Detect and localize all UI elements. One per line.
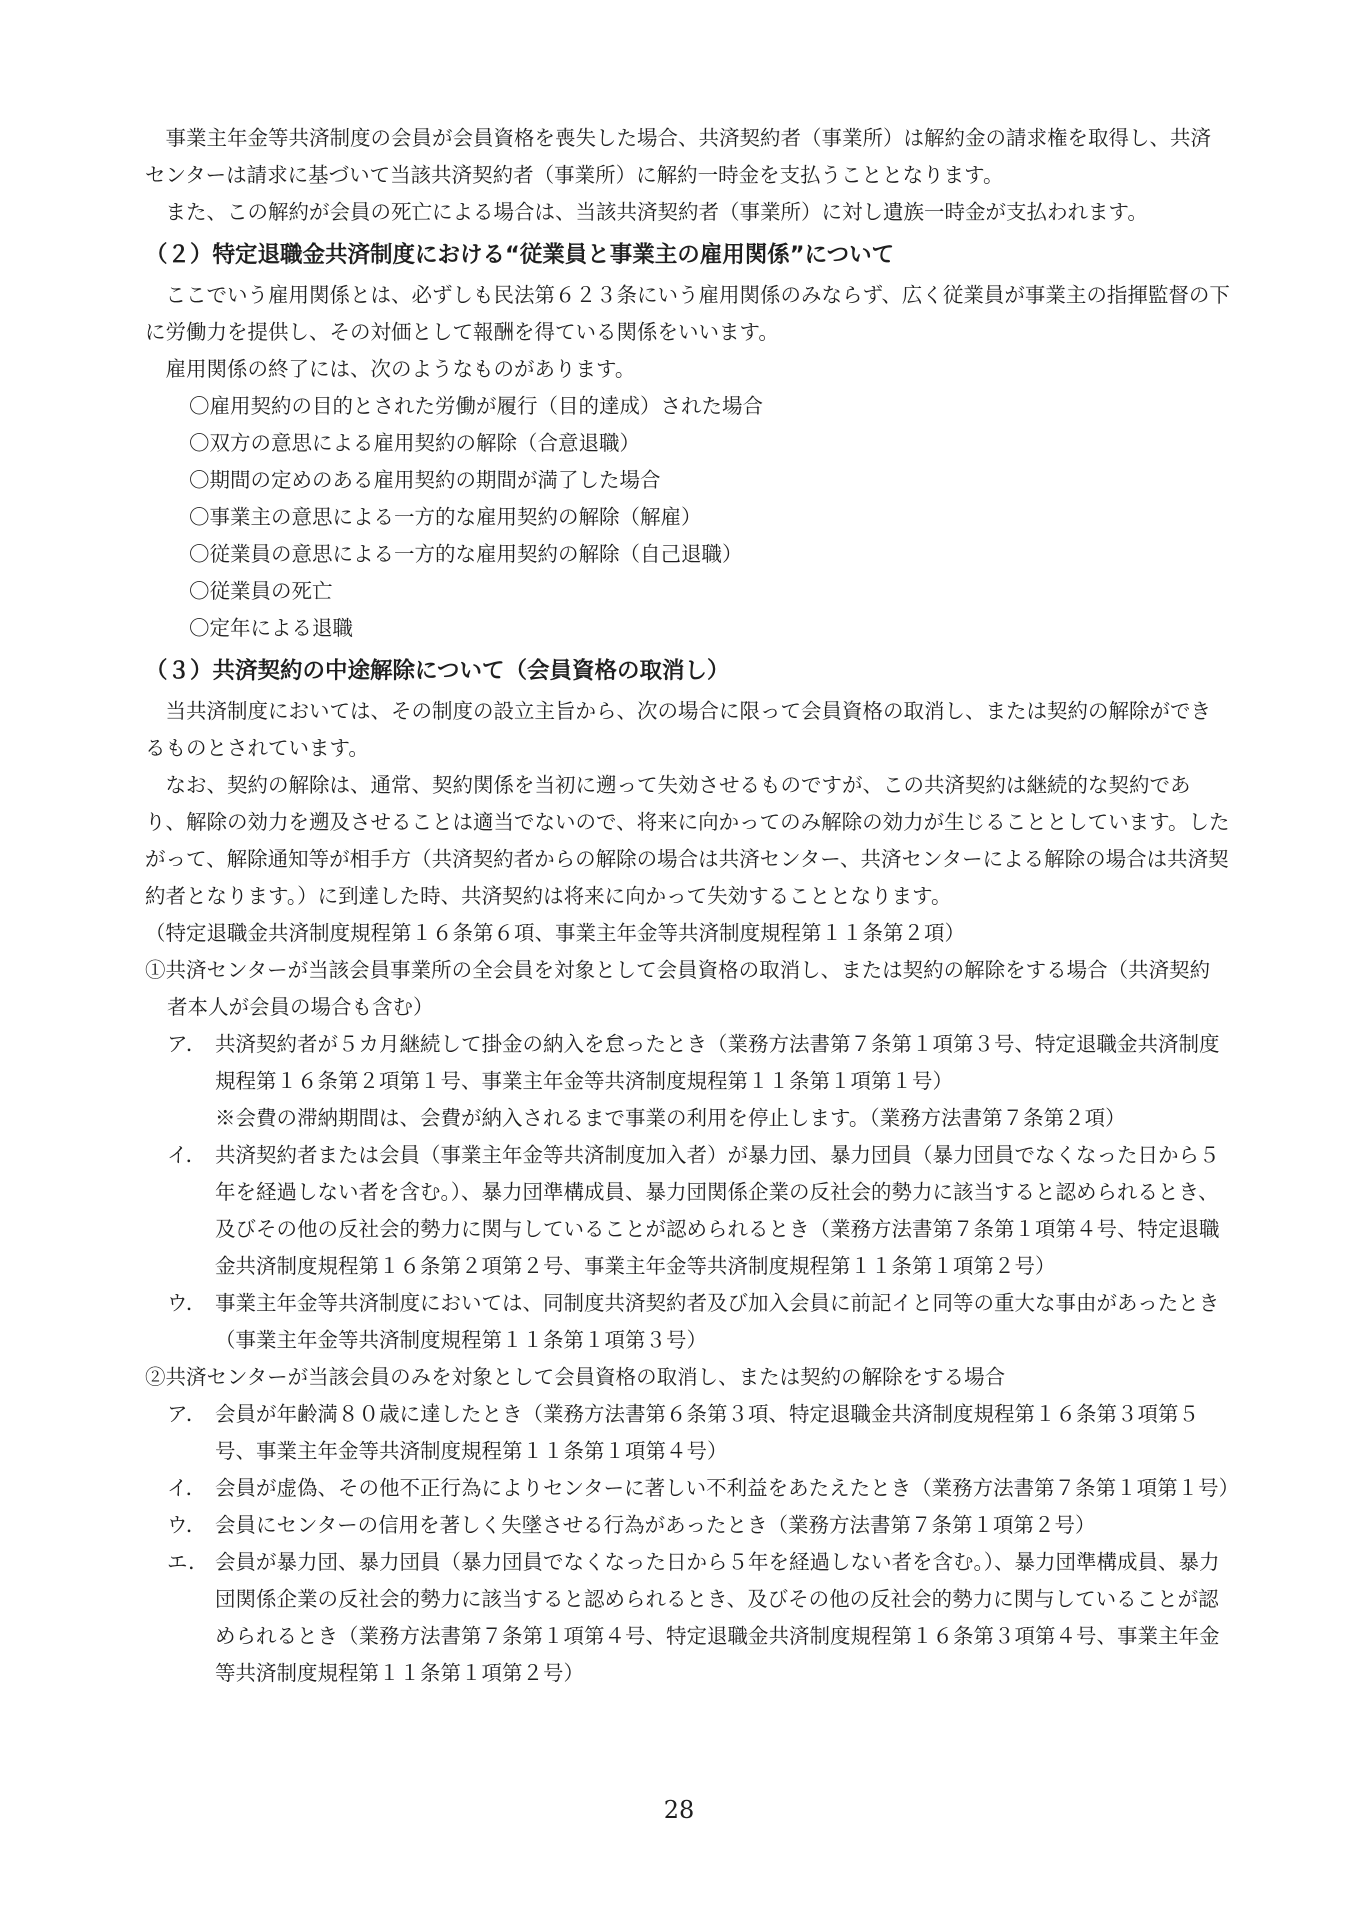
case-2-item-i [145,1470,1240,1507]
item-marker: ウ． [167,1291,207,1315]
section-2-heading: （２）特定退職金共済制度における“従業員と事業主の雇用関係”について [145,242,895,268]
item-marker: ア． [167,1032,207,1056]
page-number: 28 [663,1796,695,1824]
section-3-heading: （３）共済契約の中途解除について（会員資格の取消し） [145,658,730,684]
list-item: 〇事業主の意思による一方的な雇用契約の解除（解雇） [189,505,702,529]
list-item: 〇双方の意思による雇用契約の解除（合意退職） [189,431,640,455]
item-marker: イ． [167,1143,207,1167]
intro-paragraph-2: また、この解約が会員の死亡による場合は、当該共済契約者（事業所）に対し遺族一時金が支払われます。 [165,200,1148,224]
list-item: 〇雇用契約の目的とされた労働が履行（目的達成）された場合 [189,394,763,418]
case-1-item-i [145,1137,1230,1285]
case-2-item-e [145,1544,1230,1692]
section-2-paragraph-2: 雇用関係の終了には、次のようなものがあります。 [165,357,636,381]
item-marker: ア． [167,1402,207,1426]
item-text: 会員が年齢満８０歳に達したとき（業務方法書第６条第３項、特定退職金共済制度規程第１６条第３項第５号、事業主年金等共済制度規程第１１条第１項第４号） [215,1402,1199,1463]
section-2-paragraph-1: ここでいう雇用関係とは、必ずしも民法第６２３条にいう雇用関係のみならず、広く従業員が事業主の指揮監督の下に労働力を提供し、その対価として報酬を得ている関係をいいます。 [145,283,1230,344]
item-text: 共済契約者または会員（事業主年金等共済制度加入者）が暴力団、暴力団員（暴力団員でなくなった日から５年を経過しない者を含む。）、暴力団準構成員、暴力団関係企業の反社会的勢力に該当すると認められるとき、及びその他の反社会的勢力に関与していることが認められるとき（業務方法書第７条第１項第４号、特定退職金共済制度規程第１６条第２項第２号、事業主年金等共済制度規程第１１条第１項第２号） [215,1143,1220,1278]
case-2-item-a [145,1396,1230,1470]
item-text: 会員が虚偽、その他不正行為によりセンターに著しい不利益をあたえたとき（業務方法書第７条第１項第１号） [215,1476,1240,1500]
list-item: 〇期間の定めのある雇用契約の期間が満了した場合 [189,468,661,492]
list-item: 〇定年による退職 [189,616,353,640]
case-2-item-u [145,1507,1230,1544]
section-3-reference: （特定退職金共済制度規程第１６条第６項、事業主年金等共済制度規程第１１条第２項） [145,921,965,945]
item-text: 会員が暴力団、暴力団員（暴力団員でなくなった日から５年を経過しない者を含む。）、暴力団準構成員、暴力団関係企業の反社会的勢力に該当すると認められるとき、及びその他の反社会的勢力に関与していることが認められるとき（業務方法書第７条第１項第４号、特定退職金共済制度規程第１６条第３項第４号、事業主年金等共済制度規程第１１条第１項第２号） [215,1550,1220,1685]
item-text: 事業主年金等共済制度においては、同制度共済契約者及び加入会員に前記イと同等の重大な事由があったとき（事業主年金等共済制度規程第１１条第１項第３号） [215,1291,1220,1352]
case-1-title: ①共済センターが当該会員事業所の全会員を対象として会員資格の取消し、または契約の解除をする場合（共済契約者本人が会員の場合も含む） [145,958,1211,1019]
item-text: 会員にセンターの信用を著しく失墜させる行為があったとき（業務方法書第７条第１項第２号） [215,1513,1096,1537]
case-1-note: ※会費の滞納期間は、会費が納入されるまで事業の利用を停止します。（業務方法書第７条第２項） [215,1106,1126,1130]
list-item: 〇従業員の意思による一方的な雇用契約の解除（自己退職） [189,542,743,566]
case-2-title: ②共済センターが当該会員のみを対象として会員資格の取消し、または契約の解除をする場合 [145,1365,1006,1389]
case-1-item-a [145,1026,1230,1100]
intro-paragraph-1: 事業主年金等共済制度の会員が会員資格を喪失した場合、共済契約者（事業所）は解約金の請求権を取得し、共済センターは請求に基づいて当該共済契約者（事業所）に解約一時金を支払うこととなります。 [145,126,1211,187]
section-3-paragraph-1: 当共済制度においては、その制度の設立主旨から、次の場合に限って会員資格の取消し、または契約の解除ができるものとされています。 [145,699,1211,760]
employment-termination-list [145,388,1230,647]
list-item: 〇従業員の死亡 [189,579,333,603]
item-marker: ウ． [167,1513,207,1537]
section-3-paragraph-2: なお、契約の解除は、通常、契約関係を当初に遡って失効させるものですが、この共済契約は継続的な契約であり、解除の効力を遡及させることは適当でないので、将来に向かってのみ解除の効力が生じることとしています。したがって、解除通知等が相手方（共済契約者からの解除の場合は共済センター、共済センターによる解除の場合は共済契約者となります。）に到達した時、共済契約は将来に向かって失効することとなります。 [145,773,1230,908]
case-1-item-u [145,1285,1230,1359]
item-marker: エ． [167,1550,209,1574]
item-text: 共済契約者が５カ月継続して掛金の納入を怠ったとき（業務方法書第７条第１項第３号、特定退職金共済制度規程第１６条第２項第１号、事業主年金等共済制度規程第１１条第１項第１号） [215,1032,1220,1093]
item-marker: イ． [167,1476,207,1500]
page-content [145,120,1240,1692]
